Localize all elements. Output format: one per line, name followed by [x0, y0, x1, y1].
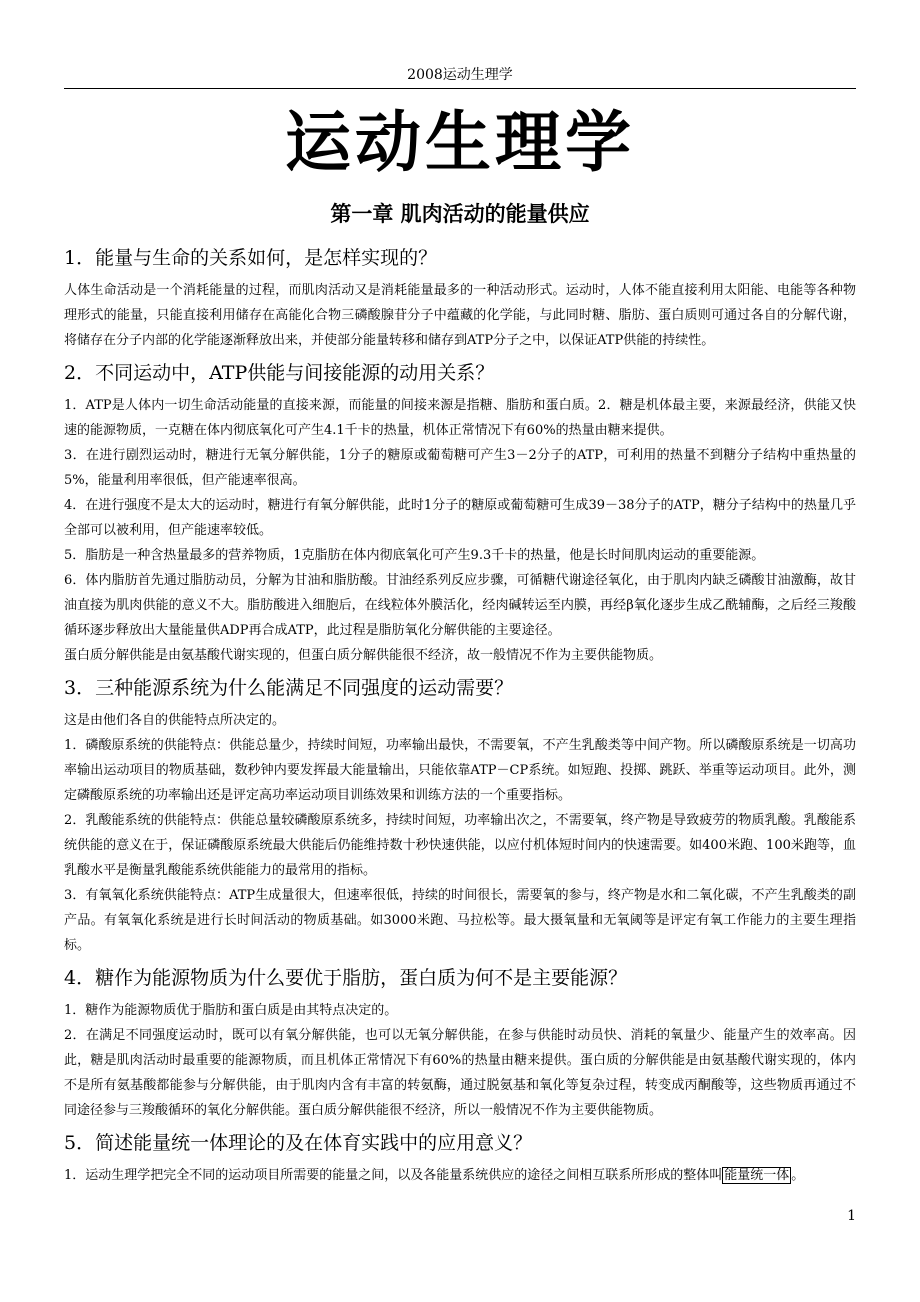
section-heading: 2．不同运动中，ATP供能与间接能源的动用关系？ [64, 362, 495, 384]
chapter-title: 第一章 肌肉活动的能量供应 [330, 202, 590, 226]
paragraph: 5．脂肪是一种含热量最多的营养物质，1克脂肪在体内彻底氧化可产生9.3千卡的热量，他是长时间肌肉运动的重要能源。 [64, 548, 765, 563]
section-5 [64, 1123, 856, 1188]
paragraph: 2．乳酸能系统的供能特点：供能总量较磷酸原系统多，持续时间短，功率输出次之，不需要氧，终产物是导致疲劳的物质乳酸。乳酸能系统供能的意义在于，保证磷酸原系统最大供能后仍能维持数十秒快速供能，以应付机体短时间内的快速需要。如400米跑、100米跑等，血乳酸水平是衡量乳酸能系统供能能力的最常用的指标。 [64, 813, 856, 878]
paragraph: 1．磷酸原系统的供能特点：供能总量少，持续时间短，功率输出最快，不需要氧，不产生乳酸类等中间产物。所以磷酸原系统是一切高功率输出运动项目的物质基础，数秒钟内要发挥最大能量输出，只能依靠ATP－CP系统。如短跑、投掷、跳跃、举重等运动项目。此外，测定磷酸原系统的功率输出还是评定高功率运动项目训练效果和训练方法的一个重要指标。 [64, 738, 856, 803]
paragraph: 3．在进行剧烈运动时，糖进行无氧分解供能，1分子的糖原或葡萄糖可产生3－2分子的ATP，可利用的热量不到糖分子结构中重热量的5%，能量利用率很低，但产能速率很高。 [64, 448, 856, 488]
paragraph: 2．在满足不同强度运动时，既可以有氧分解供能，也可以无氧分解供能，在参与供能时动员快、消耗的氧量少、能量产生的效率高。因此，糖是肌肉活动时最重要的能源物质，而且机体正常情况下有60%的热量由糖来提供。蛋白质的分解供能是由氨基酸代谢实现的，体内不是所有氨基酸都能参与分解供能，由于肌肉内含有丰富的转氨酶，通过脱氨基和氧化等复杂过程，转变成丙酮酸等，这些物质再通过不同途径参与三羧酸循环的氧化分解供能。蛋白质分解供能很不经济，所以一般情况不作为主要供能物质。 [64, 1028, 856, 1118]
section-2 [64, 353, 856, 668]
paragraph-text: 1．运动生理学把完全不同的运动项目所需要的能量之间，以及各能量系统供应的途径之间相互联系所形成的整体叫 [64, 1168, 723, 1183]
paragraph: 蛋白质分解供能是由氨基酸代谢实现的，但蛋白质分解供能很不经济，故一般情况不作为主要供能物质。 [64, 648, 663, 663]
section-3 [64, 668, 856, 958]
section-4 [64, 958, 856, 1123]
page-number: 1 [847, 1208, 856, 1224]
paragraph: 1．ATP是人体内一切生命活动能量的直接来源，而能量的间接来源是指糖、脂肪和蛋白质。2．糖是机体最主要，来源最经济，供能又快速的能源物质，一克糖在体内彻底氧化可产生4.1千卡的热量，机体正常情况下有60%的热量由糖来提供。 [64, 398, 856, 438]
section-1 [64, 238, 856, 353]
paragraph: 6．体内脂肪首先通过脂肪动员，分解为甘油和脂肪酸。甘油经系列反应步骤，可循糖代谢途径氧化，由于肌肉内缺乏磷酸甘油激酶，故甘油直接为肌肉供能的意义不大。脂肪酸进入细胞后，在线粒体外膜活化，经肉碱转运至内膜，再经β氧化逐步生成乙酰辅酶，之后经三羧酸循环逐步释放出大量能量供ADP再合成ATP，此过程是脂肪氧化分解供能的主要途径。 [64, 573, 856, 638]
section-heading: 3．三种能源系统为什么能满足不同强度的运动需要？ [64, 677, 514, 699]
header-rule [64, 88, 856, 89]
paragraph: 3．有氧氧化系统供能特点：ATP生成量很大，但速率很低，持续的时间很长，需要氧的参与，终产物是水和二氧化碳，不产生乳酸类的副产品。有氧氧化系统是进行长时间活动的物质基础。如3000米跑、马拉松等。最大摄氧量和无氧阈等是评定有氧工作能力的主要生理指标。 [64, 888, 856, 953]
document-body [64, 238, 856, 1188]
paragraph: 人体生命活动是一个消耗能量的过程，而肌肉活动又是消耗能量最多的一种活动形式。运动时，人体不能直接利用太阳能、电能等各种物理形式的能量，只能直接利用储存在高能化合物三磷酸腺苷分子中蕴藏的化学能，与此同时糖、脂肪、蛋白质则可通过各自的分解代谢，将储存在分子内部的化学能逐渐释放出来，并使部分能量转移和储存到ATP分子之中，以保证ATP供能的持续性。 [64, 283, 856, 348]
running-header: 2008运动生理学 [407, 67, 513, 83]
section-heading: 5．简述能量统一体理论的及在体育实践中的应用意义？ [64, 1132, 533, 1154]
section-heading: 1．能量与生命的关系如何，是怎样实现的？ [64, 247, 438, 269]
paragraph: 4．在进行强度不是太大的运动时，糖进行有氧分解供能，此时1分子的糖原或葡萄糖可生成39－38分子的ATP，糖分子结构中的热量几乎全部可以被利用，但产能速率较低。 [64, 498, 856, 538]
paragraph: 这是由他们各自的供能特点所决定的。 [64, 713, 286, 728]
paragraph [64, 1163, 856, 1188]
document-title: 运动生理学 [285, 104, 635, 181]
boxed-term: 能量统一体 [724, 1168, 790, 1183]
paragraph-end: 。 [791, 1168, 805, 1183]
section-heading: 4．糖作为能源物质为什么要优于脂肪，蛋白质为何不是主要能源？ [64, 967, 628, 989]
paragraph: 1．糖作为能源物质优于脂肪和蛋白质是由其特点决定的。 [64, 1003, 398, 1018]
